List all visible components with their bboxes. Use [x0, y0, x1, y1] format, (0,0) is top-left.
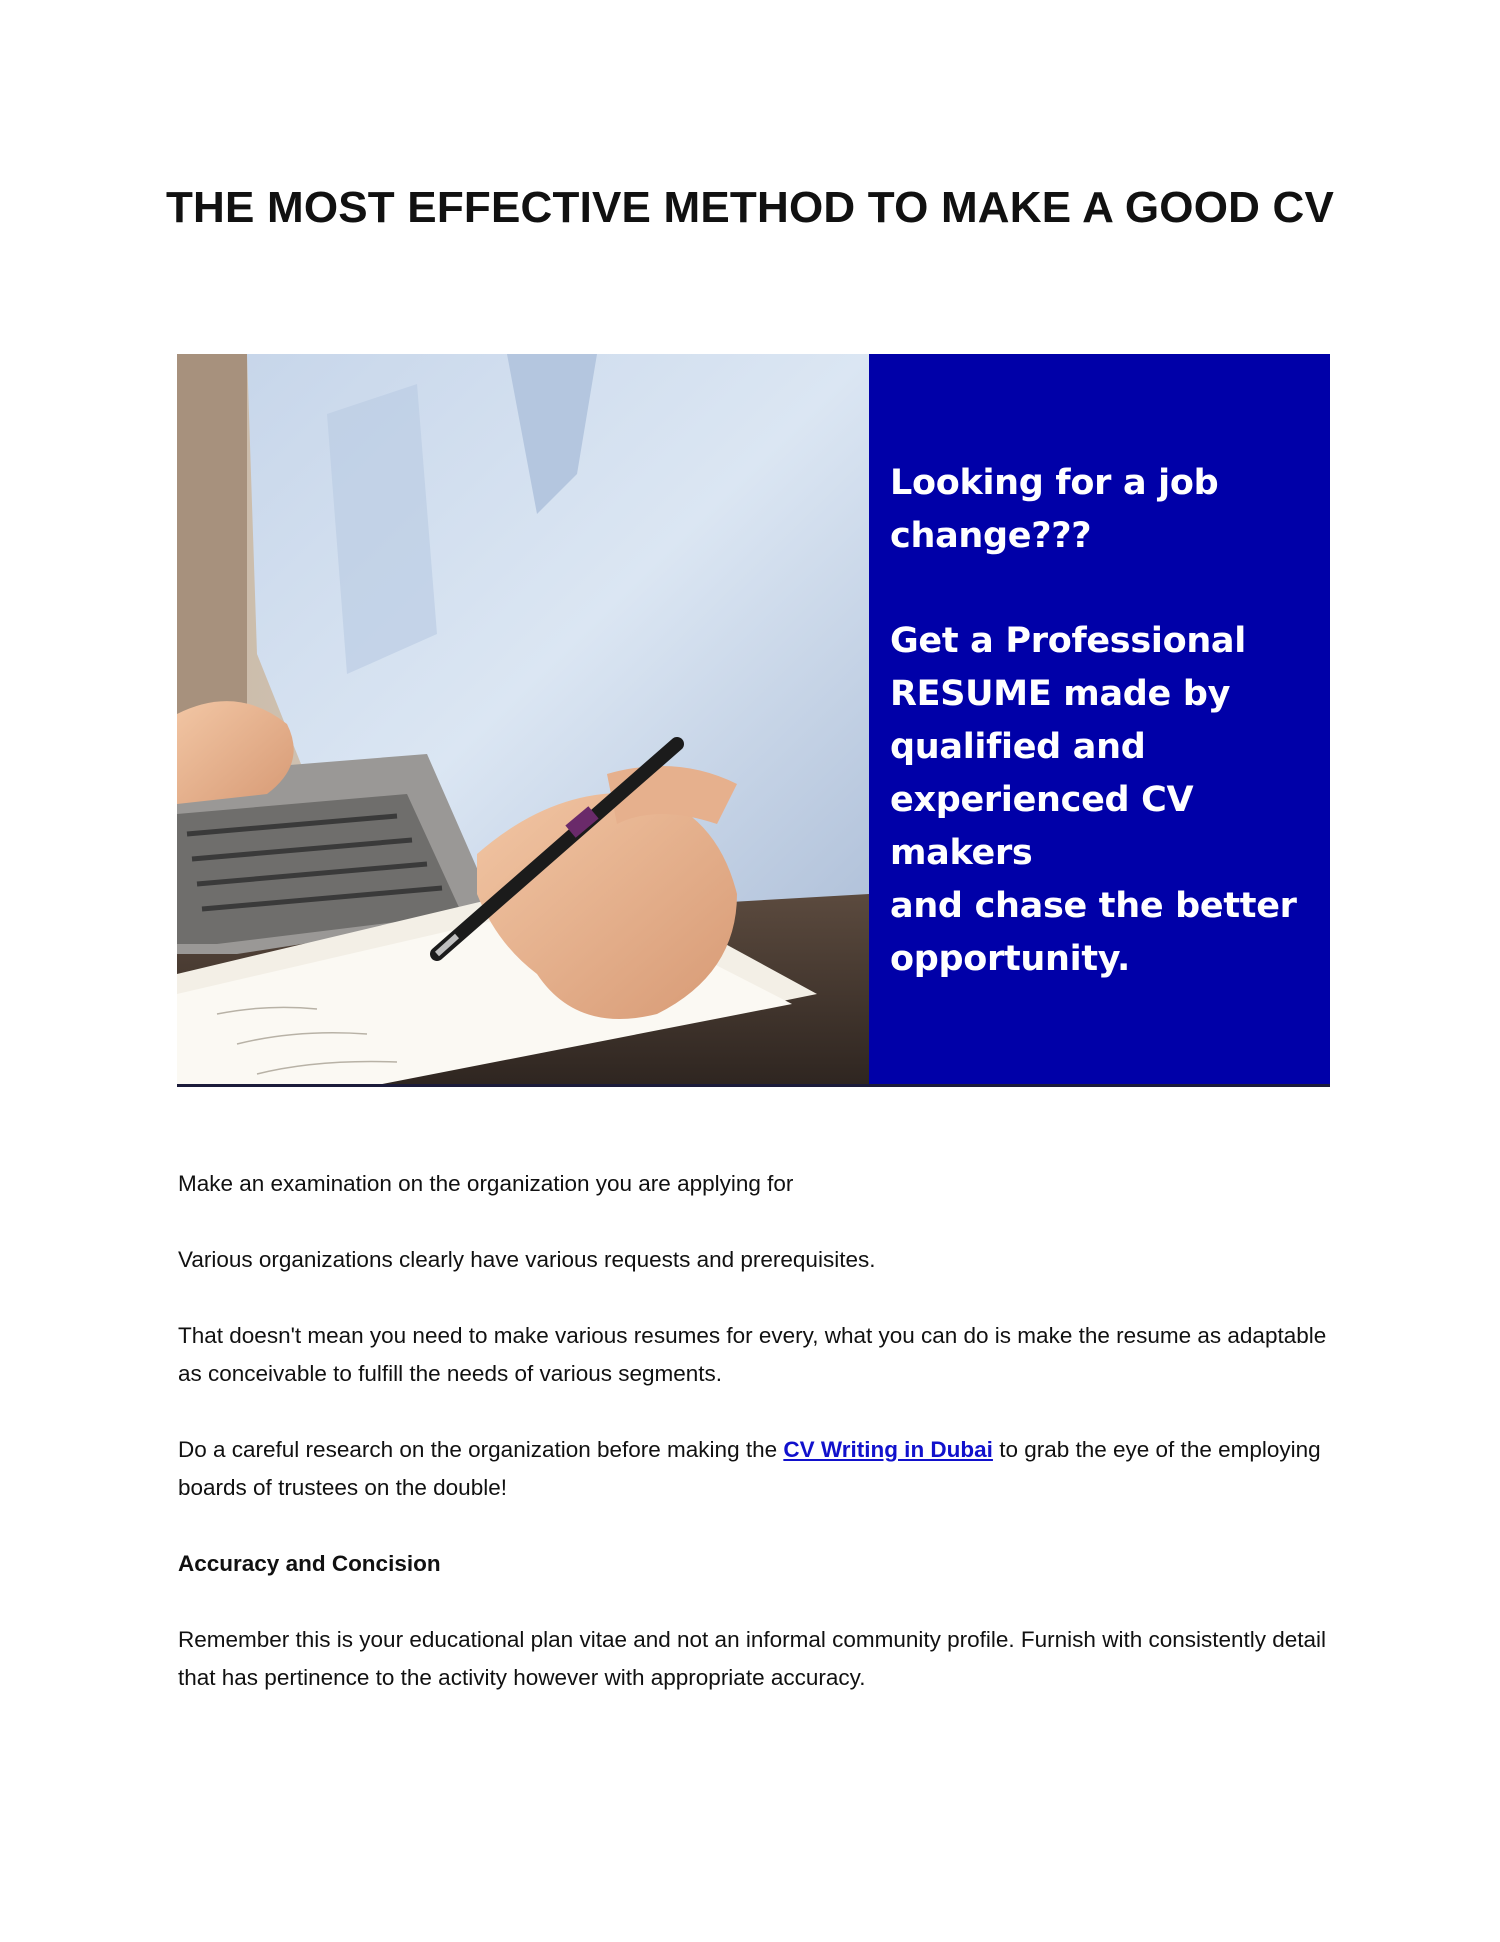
paragraph — [178, 1431, 1338, 1507]
promo-line: Get a Professional — [890, 621, 1246, 661]
promo-banner — [177, 354, 1330, 1087]
paragraph-text: to grab the eye of the employing boards of trustees on the double! — [178, 1437, 1321, 1500]
promo-line: experienced CV makers — [890, 780, 1194, 873]
paragraph: Remember this is your educational plan vitae and not an informal community profile. Furnish with consistently detail that has pertinence to the activity however with appropriate accuracy. — [178, 1627, 1327, 1690]
paragraph: Make an examination on the organization you are applying for — [178, 1171, 794, 1196]
promo-line: qualified and — [890, 727, 1146, 767]
page-title: THE MOST EFFECTIVE METHOD TO MAKE A GOOD CV — [165, 183, 1335, 232]
cv-writing-dubai-link[interactable]: CV Writing in Dubai — [783, 1437, 993, 1462]
paragraph: That doesn't mean you need to make various resumes for every, what you can do is make the resume as adaptable as conceivable to fulfill the needs of various segments. — [178, 1323, 1327, 1386]
article-body — [178, 1165, 1338, 1735]
paragraph-text: Do a careful research on the organization before making the — [178, 1437, 784, 1462]
person-writing-photo — [177, 354, 869, 1084]
promo-text-panel — [869, 354, 1330, 1084]
paragraph: Various organizations clearly have various requests and prerequisites. — [178, 1247, 876, 1272]
promo-line: Looking for a job — [890, 463, 1219, 503]
promo-line: change??? — [890, 516, 1092, 556]
promo-line: RESUME made by — [890, 674, 1231, 714]
promo-line: opportunity. — [890, 939, 1131, 979]
section-heading: Accuracy and Concision — [178, 1551, 441, 1576]
promo-line: and chase the better — [890, 886, 1297, 926]
